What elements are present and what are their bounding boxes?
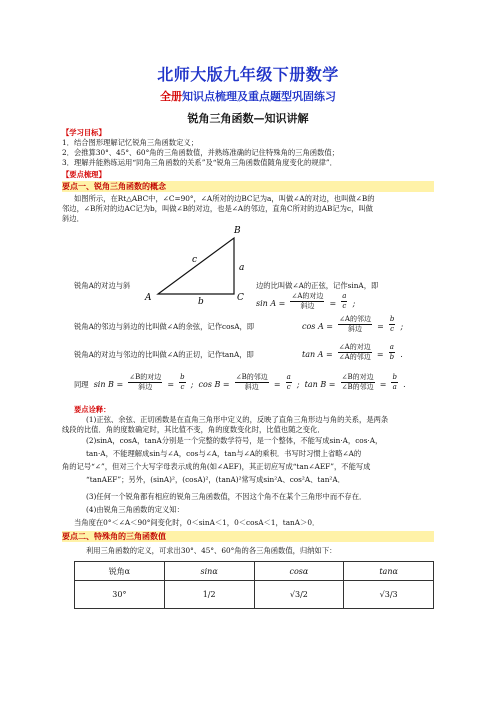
cos-formula: cos A = $\frac{\text{∠A的邻边}}{\text{斜边}}$ = $\frac{b}{c}$ ; xyxy=(302,315,404,333)
notes-heading: 要点诠释： xyxy=(74,405,111,414)
doc-subtitle xyxy=(0,88,496,104)
table-cell: 30° xyxy=(75,581,165,609)
subtitle-red: 全册 xyxy=(160,90,182,103)
label-C: C xyxy=(237,293,244,303)
tan-formula: tan A = $\frac{\text{∠A的对边}}{\text{∠A的邻边}}$ = $\frac{a}{b}$ . xyxy=(302,343,403,361)
subtitle-blue: 知识点梳理及重点题型巩固练习 xyxy=(182,90,336,103)
note-3: (3)任何一个锐角都有相应的锐角三角函数值，不因这个角不在某个三角形中而不存在． xyxy=(86,492,367,501)
objective-2: 2．会推算30°、45°、60°角的三角函数值，并熟练准确的记住特殊角的三角函数值； xyxy=(62,148,339,157)
table-cell: 1/2 xyxy=(164,581,254,609)
summary-heading: 【要点梳理】 xyxy=(62,170,106,179)
special-angle-table xyxy=(74,561,434,609)
sin-intro-right: 边的比叫做∠A的正弦，记作sinA，即 xyxy=(256,281,379,290)
note-1a: (1)正弦、余弦、正切函数是在直角三角形中定义的，反映了直角三角形边与角的关系，是两条 xyxy=(86,415,389,424)
objectives-heading: 【学习目标】 xyxy=(62,128,106,137)
note-2a: (2)sinA，cosA，tanA分别是一个完整的数学符号，是一个整体，不能写成sin·A，cos·A， xyxy=(86,436,383,445)
topic-title: 锐角三角函数—知识讲解 xyxy=(187,112,309,125)
note-2d: “tanAEF”；另外，(sinA)²，(cosA)²，(tanA)²常写成sin²A、cos²A、tan²A． xyxy=(86,475,345,484)
label-B: B xyxy=(234,226,241,236)
sin-formula: sin A = $\frac{\text{∠A的对边}}{\text{斜边}}$ = $\frac{a}{c}$ ; xyxy=(256,292,356,310)
table-header: sinα xyxy=(164,562,254,581)
cos-intro: 锐角A的邻边与斜边的比叫做∠A的余弦，记作cosA，即 xyxy=(74,322,255,331)
point2-intro: 利用三角函数的定义，可求出30°、45°、60°角的各三角函数值，归纳如下： xyxy=(86,546,337,555)
table-cell: √3/3 xyxy=(344,581,434,609)
table-header: 锐角α xyxy=(75,562,165,581)
triangle-figure xyxy=(140,222,250,304)
note-2b: tan·A，不能理解成sin与∠A，cos与∠A，tan与∠A的乘积．书写时习惯上省略∠A的 xyxy=(86,449,362,458)
same-for-B: 同理 sin B = $\frac{\text{∠B的对边}}{\text{斜边}}$ = $\frac{b}{c}$ ; cos B = $\frac{\text{∠B的邻边}}{\text{斜边}}$ = $\frac{a}{c}$ ; tan B = $\frac{\text{∠B的对边}}{\text{∠B的邻边}}$ = $\frac{b}{a}$ . xyxy=(74,373,406,391)
point2-heading: 要点二、特殊角的三角函数值 xyxy=(62,531,434,542)
point1-p3: 斜边． xyxy=(62,214,84,223)
objective-1: 1．结合图形理解记忆锐角三角函数定义； xyxy=(62,138,198,147)
label-A: A xyxy=(145,293,152,303)
note-5: 当角度在0°＜∠A＜90°间变化时，0＜sinA＜1，0＜cosA＜1，tanA＞0． xyxy=(74,518,320,527)
table-header-row xyxy=(75,562,434,581)
note-2c: 角的记号“∠”，但对三个大写字母表示成的角(如∠AEF)，其正切应写成“tan∠AEF”，不能写成 xyxy=(62,462,371,471)
sin-intro-left: 锐角A的对边与斜 xyxy=(74,281,131,290)
table-row xyxy=(75,581,434,609)
label-c: c xyxy=(192,255,198,265)
table-header: cosα xyxy=(254,562,344,581)
table-header: tanα xyxy=(344,562,434,581)
triangle-shape xyxy=(158,238,234,294)
point1-p2: 邻边，∠B所对的边AC记为b，叫做∠B的对边，也是∠A的邻边，直角C所对的边AB记为c，叫做 xyxy=(62,204,373,213)
point1-p1: 如图所示，在Rt△ABC中，∠C=90°，∠A所对的边BC记为a，叫做∠A的对边，也叫做∠B的 xyxy=(74,194,375,203)
note-4: (4)由锐角三角函数的定义知： xyxy=(86,505,184,514)
point1-heading: 要点一、锐角三角函数的概念 xyxy=(62,181,434,192)
objective-3: 3．理解并能熟练运用“同角三角函数的关系”及“锐角三角函数值随角度变化的规律”． xyxy=(62,158,337,167)
note-1b: 线段的比值．角的度数确定时，其比值不变，角的度数变化时，比值也随之变化． xyxy=(62,425,325,434)
label-a: a xyxy=(239,263,245,273)
label-b: b xyxy=(198,297,204,304)
tan-intro: 锐角A的对边与邻边的比叫做∠A的正切，记作tanA，即 xyxy=(74,350,254,359)
table-cell: √3/2 xyxy=(254,581,344,609)
doc-title: 北师大版九年级下册数学 xyxy=(157,65,339,84)
